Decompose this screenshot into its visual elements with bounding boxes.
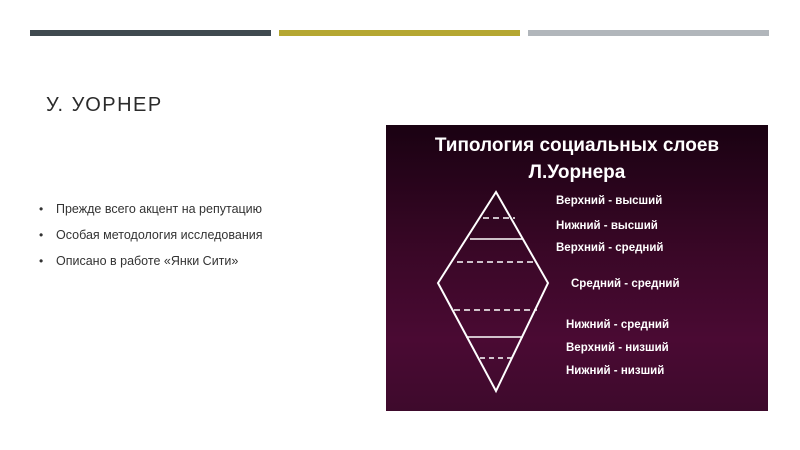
typology-figure (386, 125, 768, 411)
bullet-dot-icon: • (39, 228, 44, 242)
layer-label-upper-middle: Верхний - средний (556, 242, 664, 254)
accent-bar-dark (30, 30, 271, 36)
bullet-list (38, 200, 262, 278)
bullet-item (38, 200, 262, 226)
layer-label-upper-upper: Верхний - высший (556, 195, 663, 207)
layer-label-lower-lower: Нижний - низший (566, 365, 665, 377)
bullet-dot-icon: • (39, 202, 44, 216)
figure-subtitle: Л.Уорнера (528, 162, 626, 183)
accent-bar-gold (279, 30, 520, 36)
bullet-item (38, 226, 262, 252)
layer-label-middle-middle: Средний - средний (571, 278, 680, 290)
slide-title: У. УОРНЕР (46, 94, 163, 116)
layer-label-lower-middle: Нижний - средний (566, 319, 670, 331)
diamond-outline (438, 192, 548, 391)
bullet-text: Особая методология исследования (56, 228, 263, 242)
bullet-text: Прежде всего акцент на репутацию (56, 202, 263, 216)
figure-title: Типология социальных слоев (434, 135, 720, 156)
bullet-dot-icon: • (39, 254, 44, 268)
layer-label-upper-lower: Верхний - низший (566, 342, 669, 354)
bullet-text: Описано в работе «Янки Сити» (56, 254, 239, 268)
layer-label-lower-upper: Нижний - высший (556, 220, 658, 232)
accent-bar-gray (528, 30, 769, 36)
bullet-item (38, 252, 262, 278)
